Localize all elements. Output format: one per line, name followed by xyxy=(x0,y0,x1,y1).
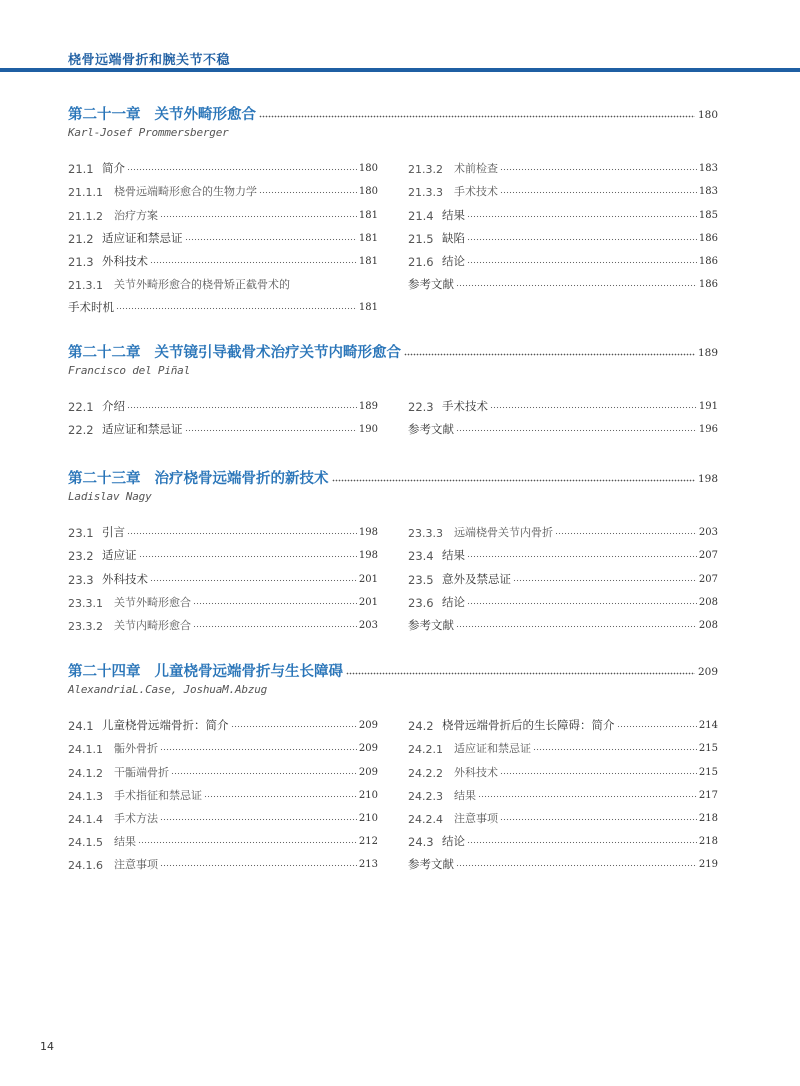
leader-dots xyxy=(555,532,697,535)
toc-entry xyxy=(408,223,718,246)
toc-entry xyxy=(408,610,718,633)
entry-title: 治疗方案 xyxy=(114,208,158,222)
chapter-number: 第二十三章 xyxy=(68,471,141,487)
leader-dots xyxy=(346,672,695,675)
toc-entry xyxy=(68,292,378,315)
entry-number: 23.1 xyxy=(68,526,94,541)
entry-page: 209 xyxy=(358,766,378,778)
entry-number: 23.5 xyxy=(408,572,434,587)
entry-page: 181 xyxy=(358,255,378,267)
chapter-title xyxy=(68,341,401,362)
entry-number: 21.6 xyxy=(408,254,434,269)
entry-page: 201 xyxy=(358,596,378,608)
entry-number: 24.1 xyxy=(68,719,94,734)
chapter-authors: Francisco del Piñal xyxy=(68,364,191,377)
toc-entry xyxy=(68,733,378,756)
entry-number: 21.2 xyxy=(68,231,94,246)
toc-entry xyxy=(408,849,718,872)
leader-dots xyxy=(500,168,697,171)
leader-dots xyxy=(467,215,697,218)
entry-columns xyxy=(68,517,718,633)
entry-number: 21.4 xyxy=(408,208,434,223)
entry-title: 手术技术 xyxy=(454,185,498,199)
entry-title: 外科技术 xyxy=(454,765,498,779)
leader-dots xyxy=(456,429,697,432)
entry-title: 参考文献 xyxy=(408,422,454,437)
leader-dots xyxy=(160,864,357,867)
toc-entry xyxy=(68,176,378,199)
toc-entry xyxy=(408,780,718,803)
entry-title: 结果 xyxy=(454,788,476,802)
leader-dots xyxy=(490,406,697,409)
entry-title: 手术时机 xyxy=(68,300,114,315)
chapter-heading xyxy=(68,338,718,362)
toc-entry xyxy=(408,826,718,849)
entry-page: 203 xyxy=(698,527,718,539)
entry-page: 186 xyxy=(698,279,718,291)
entry-number: 23.3 xyxy=(68,572,94,587)
entry-column-left xyxy=(68,710,378,872)
leader-dots xyxy=(533,748,697,751)
entry-title: 意外及禁忌证 xyxy=(442,571,511,586)
chapter-name: 关节外畸形愈合 xyxy=(154,107,256,123)
chapter-authors: AlexandriaL.Case, JoshuaM.Abzug xyxy=(68,683,268,696)
toc-entry xyxy=(68,540,378,563)
entry-page: 181 xyxy=(358,209,378,221)
toc-entry xyxy=(68,391,378,414)
toc-entry xyxy=(68,710,378,733)
entry-title: 骺外骨折 xyxy=(114,742,158,756)
entry-page: 218 xyxy=(698,812,718,824)
entry-number: 24.1.3 xyxy=(68,789,103,803)
entry-title: 缺陷 xyxy=(442,230,465,245)
entry-page: 209 xyxy=(358,743,378,755)
toc-entry xyxy=(68,610,378,633)
toc-entry xyxy=(68,517,378,540)
entry-page: 181 xyxy=(358,302,378,314)
chapter-page: 198 xyxy=(697,473,718,485)
entry-title: 外科技术 xyxy=(102,253,148,268)
entry-number: 24.2.3 xyxy=(408,789,443,803)
toc-entry xyxy=(68,269,378,292)
entry-page: 181 xyxy=(358,232,378,244)
toc-entry xyxy=(68,153,378,176)
toc-entry xyxy=(408,391,718,414)
entry-number: 23.4 xyxy=(408,549,434,564)
entry-column-right xyxy=(408,710,718,872)
entry-title: 桡骨远端畸形愈合的生物力学 xyxy=(114,185,257,199)
chapter-heading xyxy=(68,100,718,124)
entry-column-left xyxy=(68,391,378,437)
entry-number: 21.3 xyxy=(68,254,94,269)
leader-dots xyxy=(259,191,357,194)
chapter-authors: Ladislav Nagy xyxy=(68,490,152,503)
toc-entry xyxy=(408,733,718,756)
chapter-section xyxy=(68,657,718,872)
leader-dots xyxy=(150,261,357,264)
page-number: 14 xyxy=(40,1040,54,1053)
entry-title: 注意事项 xyxy=(114,858,158,872)
entry-number: 21.3.3 xyxy=(408,186,443,200)
toc-entry xyxy=(68,849,378,872)
entry-title: 结论 xyxy=(442,253,465,268)
toc-entry xyxy=(408,563,718,586)
entry-title: 儿童桡骨远端骨折：简介 xyxy=(102,718,229,733)
entry-title: 关节外畸形愈合的桡骨矫正截骨术的 xyxy=(114,278,290,292)
entry-title: 参考文献 xyxy=(408,617,454,632)
entry-column-left xyxy=(68,153,378,315)
toc-entry xyxy=(68,803,378,826)
entry-page: 198 xyxy=(358,550,378,562)
toc-entry xyxy=(408,756,718,779)
chapter-authors: Karl-Josef Prommersberger xyxy=(68,126,229,139)
leader-dots xyxy=(467,841,697,844)
entry-page: 212 xyxy=(358,836,378,848)
entry-number: 24.2.2 xyxy=(408,766,443,780)
entry-page: 201 xyxy=(358,573,378,585)
chapter-page: 180 xyxy=(697,109,718,121)
toc-entry xyxy=(68,780,378,803)
entry-page: 190 xyxy=(358,424,378,436)
entry-page: 209 xyxy=(358,720,378,732)
entry-title: 结果 xyxy=(442,548,465,563)
entry-number: 24.2.4 xyxy=(408,812,443,826)
entry-title: 适应证和禁忌证 xyxy=(454,742,531,756)
toc-entry xyxy=(408,540,718,563)
leader-dots xyxy=(127,532,357,535)
leader-dots xyxy=(204,795,357,798)
entry-number: 24.2 xyxy=(408,719,434,734)
chapter-title xyxy=(68,660,343,681)
entry-number: 24.1.6 xyxy=(68,859,103,873)
leader-dots xyxy=(467,555,697,558)
leader-dots xyxy=(160,215,357,218)
leader-dots xyxy=(127,406,357,409)
leader-dots xyxy=(456,864,697,867)
entry-page: 183 xyxy=(698,186,718,198)
entry-page: 207 xyxy=(698,573,718,585)
chapter-section xyxy=(68,338,718,437)
toc-entry xyxy=(408,414,718,437)
toc-entry xyxy=(408,710,718,733)
toc-entry xyxy=(408,176,718,199)
leader-dots xyxy=(150,579,357,582)
chapter-section xyxy=(68,100,718,315)
entry-number: 22.2 xyxy=(68,423,94,438)
chapter-title xyxy=(68,467,329,488)
entry-page: 214 xyxy=(698,720,718,732)
entry-page: 207 xyxy=(698,550,718,562)
leader-dots xyxy=(617,725,697,728)
leader-dots xyxy=(513,579,697,582)
entry-page: 217 xyxy=(698,789,718,801)
leader-dots xyxy=(404,353,695,356)
entry-title: 关节外畸形愈合 xyxy=(114,595,191,609)
toc-entry xyxy=(68,199,378,222)
entry-number: 23.6 xyxy=(408,595,434,610)
entry-title: 结论 xyxy=(442,834,465,849)
leader-dots xyxy=(160,748,357,751)
leader-dots xyxy=(259,115,695,118)
chapter-title xyxy=(68,103,256,124)
chapter-name: 儿童桡骨远端骨折与生长障碍 xyxy=(154,664,343,680)
entry-number: 23.3.2 xyxy=(68,619,103,633)
leader-dots xyxy=(231,725,357,728)
leader-dots xyxy=(500,818,697,821)
entry-number: 23.3.3 xyxy=(408,527,443,541)
leader-dots xyxy=(193,602,357,605)
entry-number: 24.3 xyxy=(408,835,434,850)
chapter-name: 关节镜引导截骨术治疗关节内畸形愈合 xyxy=(154,345,401,361)
entry-page: 210 xyxy=(358,812,378,824)
chapter-number: 第二十一章 xyxy=(68,107,141,123)
entry-title: 外科技术 xyxy=(102,571,148,586)
toc-entry xyxy=(68,563,378,586)
leader-dots xyxy=(127,168,357,171)
leader-dots xyxy=(500,191,697,194)
entry-title: 简介 xyxy=(102,161,125,176)
leader-dots xyxy=(467,261,697,264)
entry-number: 24.1.1 xyxy=(68,743,103,757)
entry-title: 参考文献 xyxy=(408,857,454,872)
toc-entry xyxy=(68,587,378,610)
entry-number: 22.3 xyxy=(408,400,434,415)
entry-page: 210 xyxy=(358,789,378,801)
entry-column-left xyxy=(68,517,378,633)
entry-title: 关节内畸形愈合 xyxy=(114,618,191,632)
entry-columns xyxy=(68,153,718,315)
entry-page: 180 xyxy=(358,186,378,198)
entry-number: 24.1.4 xyxy=(68,812,103,826)
entry-number: 21.3.1 xyxy=(68,279,103,293)
entry-number: 22.1 xyxy=(68,400,94,415)
entry-title: 手术指征和禁忌证 xyxy=(114,788,202,802)
toc-entry xyxy=(68,826,378,849)
toc-entry xyxy=(408,269,718,292)
entry-page: 208 xyxy=(698,619,718,631)
chapter-heading xyxy=(68,657,718,681)
entry-number: 21.1 xyxy=(68,162,94,177)
leader-dots xyxy=(467,238,697,241)
leader-dots xyxy=(193,625,357,628)
leader-dots xyxy=(456,625,697,628)
entry-number: 21.1.1 xyxy=(68,186,103,200)
chapter-number: 第二十二章 xyxy=(68,345,141,361)
entry-page: 186 xyxy=(698,232,718,244)
entry-page: 189 xyxy=(358,401,378,413)
leader-dots xyxy=(116,307,357,310)
entry-title: 手术方法 xyxy=(114,811,158,825)
entry-title: 结论 xyxy=(442,594,465,609)
entry-number: 21.3.2 xyxy=(408,163,443,177)
leader-dots xyxy=(160,818,357,821)
entry-page: 191 xyxy=(698,401,718,413)
entry-page: 203 xyxy=(358,619,378,631)
leader-dots xyxy=(332,479,695,482)
toc-entry xyxy=(408,153,718,176)
toc-entry xyxy=(68,414,378,437)
entry-title: 桡骨远端骨折后的生长障碍：简介 xyxy=(442,718,615,733)
entry-number: 24.1.2 xyxy=(68,766,103,780)
entry-page: 186 xyxy=(698,255,718,267)
entry-columns xyxy=(68,391,718,437)
leader-dots xyxy=(467,602,697,605)
entry-title: 注意事项 xyxy=(454,811,498,825)
entry-title: 干骺端骨折 xyxy=(114,765,169,779)
entry-page: 183 xyxy=(698,163,718,175)
chapter-page: 209 xyxy=(697,666,718,678)
entry-page: 213 xyxy=(358,859,378,871)
entry-title: 手术技术 xyxy=(442,399,488,414)
leader-dots xyxy=(456,284,697,287)
entry-title: 术前检查 xyxy=(454,162,498,176)
entry-title: 适应证 xyxy=(102,548,137,563)
toc-entry xyxy=(408,803,718,826)
header-rule xyxy=(0,68,800,72)
entry-number: 23.2 xyxy=(68,549,94,564)
chapter-name: 治疗桡骨远端骨折的新技术 xyxy=(154,471,329,487)
leader-dots xyxy=(500,772,697,775)
entry-title: 结果 xyxy=(114,835,136,849)
entry-title: 参考文献 xyxy=(408,277,454,292)
entry-columns xyxy=(68,710,718,872)
leader-dots xyxy=(138,841,357,844)
chapter-section xyxy=(68,464,718,633)
chapter-page: 189 xyxy=(697,347,718,359)
entry-title: 引言 xyxy=(102,525,125,540)
chapter-heading xyxy=(68,464,718,488)
entry-page: 185 xyxy=(698,209,718,221)
entry-column-right xyxy=(408,153,718,315)
entry-page: 219 xyxy=(698,859,718,871)
entry-title: 远端桡骨关节内骨折 xyxy=(454,526,553,540)
toc-entry xyxy=(68,756,378,779)
leader-dots xyxy=(185,238,357,241)
entry-page: 180 xyxy=(358,163,378,175)
entry-number: 24.1.5 xyxy=(68,836,103,850)
entry-title: 介绍 xyxy=(102,399,125,414)
leader-dots xyxy=(185,429,357,432)
leader-dots xyxy=(139,555,357,558)
toc-entry xyxy=(408,587,718,610)
entry-number: 21.5 xyxy=(408,231,434,246)
entry-page: 218 xyxy=(698,836,718,848)
toc-entry xyxy=(68,246,378,269)
entry-number: 21.1.2 xyxy=(68,209,103,223)
entry-title: 适应证和禁忌证 xyxy=(102,230,183,245)
entry-number: 23.3.1 xyxy=(68,596,103,610)
entry-title: 适应证和禁忌证 xyxy=(102,422,183,437)
entry-page: 196 xyxy=(698,424,718,436)
entry-number: 24.2.1 xyxy=(408,743,443,757)
entry-page: 215 xyxy=(698,766,718,778)
entry-page: 215 xyxy=(698,743,718,755)
toc-entry xyxy=(408,517,718,540)
leader-dots xyxy=(478,795,697,798)
toc-entry xyxy=(408,199,718,222)
chapter-number: 第二十四章 xyxy=(68,664,141,680)
entry-title: 结果 xyxy=(442,207,465,222)
entry-page: 198 xyxy=(358,527,378,539)
toc-entry xyxy=(68,223,378,246)
running-head: 桡骨远端骨折和腕关节不稳 xyxy=(68,53,231,68)
entry-column-right xyxy=(408,517,718,633)
entry-column-right xyxy=(408,391,718,437)
entry-page: 208 xyxy=(698,596,718,608)
leader-dots xyxy=(171,772,357,775)
toc-entry xyxy=(408,246,718,269)
